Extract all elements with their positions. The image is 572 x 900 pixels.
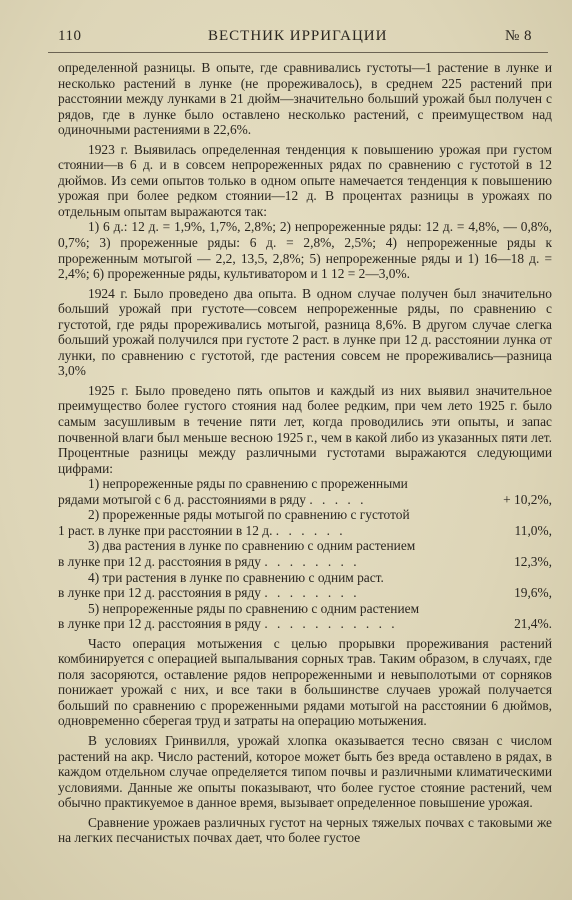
list-item-value: 12,3%, [514, 553, 552, 569]
list-item-text: 3) два растения в лунке по сравнению с одним растением [88, 538, 416, 554]
paragraph-greenville: В условиях Гринвилля, урожай хлопка оказывается тесно связан с числом растений на акр. Число растений, которое может быть без вреда оставлено в рядах, в каждом отдельном случае определяется типом почвы и различными климатическими условиями. Данные же опыты показывают, что более густое стояние растений, чем обычно практикуемое в данное время, вызывает определенное повышение урожая. [58, 732, 552, 811]
list-item-text: в лунке при 12 д. расстояния в ряду [58, 553, 261, 569]
list-item: 1) непрореженные ряды по сравнению с прореженными рядами мотыгой с 6 д. расстояниями в ряду . . . . . + 10,2%, [58, 476, 552, 507]
list-item: 5) непрореженные ряды по сравнению с одним растением в лунке при 12 д. расстояния в ряду . . . . . . . . . . . 21,4%. [58, 600, 552, 632]
list-item: 4) три растения в лунке по сравнению с одним раст. в лунке при 12 д. расстояния в ряду . . . . . . . . 19,6%, [58, 569, 552, 601]
article-body [58, 60, 552, 846]
list-item-text: в лунке при 12 д. расстояния в ряду [58, 616, 261, 632]
list-item-text: в лунке при 12 д. расстояния в ряду [58, 585, 261, 601]
list-item-text: 1) непрореженные ряды по сравнению с прореженными [88, 476, 408, 492]
paragraph-comparison: Сравнение урожаев различных густот на черных тяжелых почвах с таковыми же на легких песчанистых почвах дает, что более густое [58, 814, 552, 846]
list-item-value: 19,6%, [514, 585, 552, 601]
list-item-text: 2) прореженные ряды мотыгой по сравнению с густотой [88, 507, 410, 523]
list-item-text: 1 раст. в лунке при расстоянии в 12 д. [58, 522, 273, 538]
list-item: 2) прореженные ряды мотыгой по сравнению с густотой 1 раст. в лунке при расстоянии в 12 д. . . . . . . 11,0%, [58, 507, 552, 538]
list-item-value: 21,4%. [514, 616, 552, 632]
list-item: 3) два растения в лунке по сравнению с одним растением в лунке при 12 д. расстояния в ряду . . . . . . . . 12,3%, [58, 538, 552, 569]
paragraph-1923-figures: 1) 6 д.: 12 д. = 1,9%, 1,7%, 2,8%; 2) непрореженные ряды: 12 д. = 4,8%, — 0,8%, 0,7%; 3) прореженные ряды: 6 д. = 2,8%, 2,5%; 4) непрореженные ряды к прореженным мотыгой — 2,2, 13,5, 2,8%; 5) непрореженные ряды и 1) 16—18 д. = 2,4%; 6) прореженные ряды, культиватором и 1 12 = 2—3,0%. [58, 219, 552, 282]
running-header [48, 28, 538, 50]
header-rule [48, 52, 548, 53]
list-item-value: + 10,2%, [503, 491, 552, 507]
issue-number: № 8 [504, 28, 532, 44]
list-item-value: 11,0%, [514, 522, 552, 538]
paragraph-1923: 1923 г. Выявилась определенная тенденция к повышению урожая при густом стоянии—в 6 д. и в совсем непрореженных рядах по сравнению с густотой в 12 дюймов. Из семи опытов только в одном опыте намечается тенденция к повышению урожая при более редком стоянии—12 д. В процентах разницы в урожаях по отдельным опытам выражаются так: [58, 141, 552, 219]
page-number: 110 [58, 28, 82, 44]
paragraph-1924: 1924 г. Было проведено два опыта. В одном случае получен был значительно больший урожай при густоте—совсем непрореженные ряды, по сравнению с густотой, где ряды прореживались мотыгой, разница 8,6%. В другом случае слегка больший урожай получился при густоте 2 раст. в лунке при 12 д. расстоянии лунка от лунки, по сравнению с густотой, где растения совсем не прореживались—разница 3,0% [58, 285, 552, 379]
paragraph-hoeing: Часто операция мотыжения с целью прорывки прореживания растений комбинируется с операцией выпалывания сорных трав. Таким образом, в случаях, где поля засоряются, оставление рядов непрореженными и невыполотыми от сорняков понижает урожай с них, и все таки в большинстве случаев урожай получается больший по сравнению с прореженными рядами мотыгой на расстоянии 6 дюймов, одновременно сберегая труд и затраты на операцию мотыжения. [58, 635, 552, 729]
list-item-text: рядами мотыгой с 6 д. расстояниями в ряду [58, 491, 306, 507]
list-item-text: 5) непрореженные ряды по сравнению с одним растением [88, 600, 420, 616]
paragraph: определенной разницы. В опыте, где сравнивались густоты—1 растение в лунке и несколько растений в лунке (не прореживалось), в среднем 225 растений при расстоянии между лунками в 21 дюйм—значительно больший урожай был получен с рядов, где в лунке было оставлено несколько растений, с преимуществом над одиночными растениями в 22,6%. [58, 60, 552, 138]
results-list [58, 476, 552, 631]
paragraph-1925: 1925 г. Было проведено пять опытов и каждый из них выявил значительное преимущество более густого стояния над более редким, при чем лето 1925 г. было самым засушливым в течение пяти лет, когда проводились эти опыты, и запас почвенной влаги был меньше весною 1925 г., чем в какой либо из указанных пяти лет. Процентные разницы между различными густотами выражаются следующими цифрами: [58, 382, 552, 476]
journal-title: ВЕСТНИК ИРРИГАЦИИ [208, 28, 388, 44]
list-item-text: 4) три растения в лунке по сравнению с одним раст. [88, 569, 384, 585]
